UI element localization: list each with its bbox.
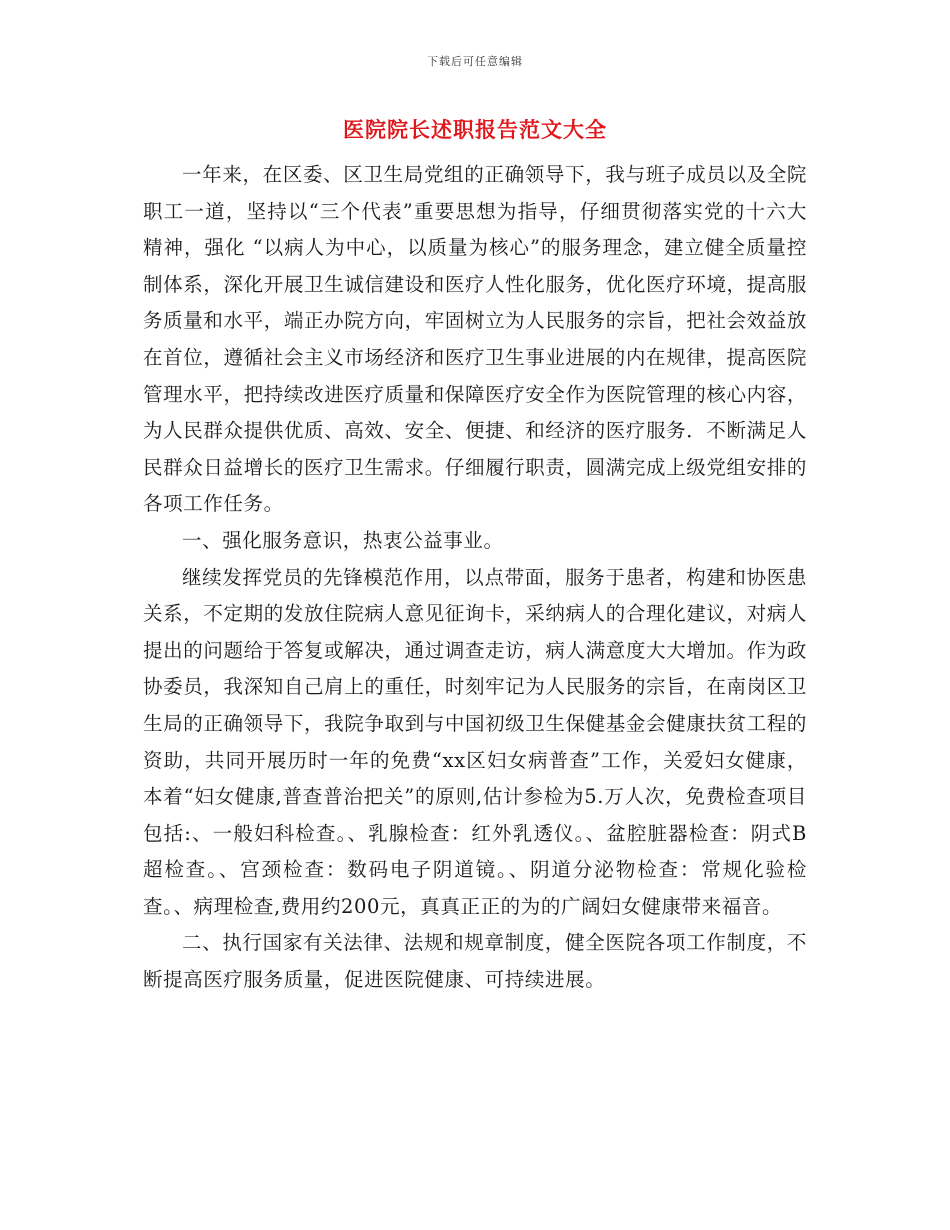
- header-note: 下载后可任意编辑: [427, 55, 523, 68]
- document-title: 医院院长述职报告范文大全: [343, 117, 607, 142]
- paragraph-intro: 一年来，在区委、区卫生局党组的正确领导下，我与班子成员以及全院职工一道，坚持以“三个代表”重要思想为指导，仔细贯彻落实党的十六大精神，强化 “以病人为中心，以质量为核心”的服务理念，建立健全质量控制体系，深化开展卫生诚信建设和医疗人性化服务，优化医疗环境，提高服务质量和水平，端正办院方向，牢固树立为人民服务的宗旨，把社会效益放在首位，遵循社会主义市场经济和医疗卫生事业进展的内在规律，提高医院管理水平，把持续改进医疗质量和保障医疗安全作为医院管理的核心内容，为人民群众提供优质、高效、安全、便捷、和经济的医疗服务．不断满足人民群众日益增长的医疗卫生需求。仔细履行职责，圆满完成上级党组安排的各项工作任务。: [143, 163, 807, 516]
- document-body: [143, 157, 807, 999]
- section-heading-2: 二、执行国家有关法律、法规和规章制度，健全医院各项工作制度，不断提高医疗服务质量，促进医院健康、可持续进展。: [143, 931, 807, 992]
- section-heading-1: 一、强化服务意识，热衷公益事业。: [182, 528, 504, 552]
- paragraph-section-1: 继续发挥党员的先锋模范作用，以点带面，服务于患者，构建和协医患关系，不定期的发放住院病人意见征询卡，采纳病人的合理化建议，对病人提出的问题给于答复或解决，通过调查走访，病人满意度大大增加。作为政协委员，我深知自己肩上的重任，时刻牢记为人民服务的宗旨，在南岗区卫生局的正确领导下，我院争取到与中国初级卫生保健基金会健康扶贫工程的资助，共同开展历时一年的免费“xx区妇女病普查”工作，关爱妇女健康，本着“妇女健康,普查普治把关”的原则,估计参检为5.万人次，免费检查项目包括:、一般妇科检查。、乳腺检查：红外乳透仪。、盆腔脏器检查：阴式B超检查。、宫颈检查：数码电子阴道镜。、阴道分泌物检查：常规化验检查。、病理检查,费用约200元，真真正正的为的广阔妇女健康带来福音。: [143, 565, 807, 918]
